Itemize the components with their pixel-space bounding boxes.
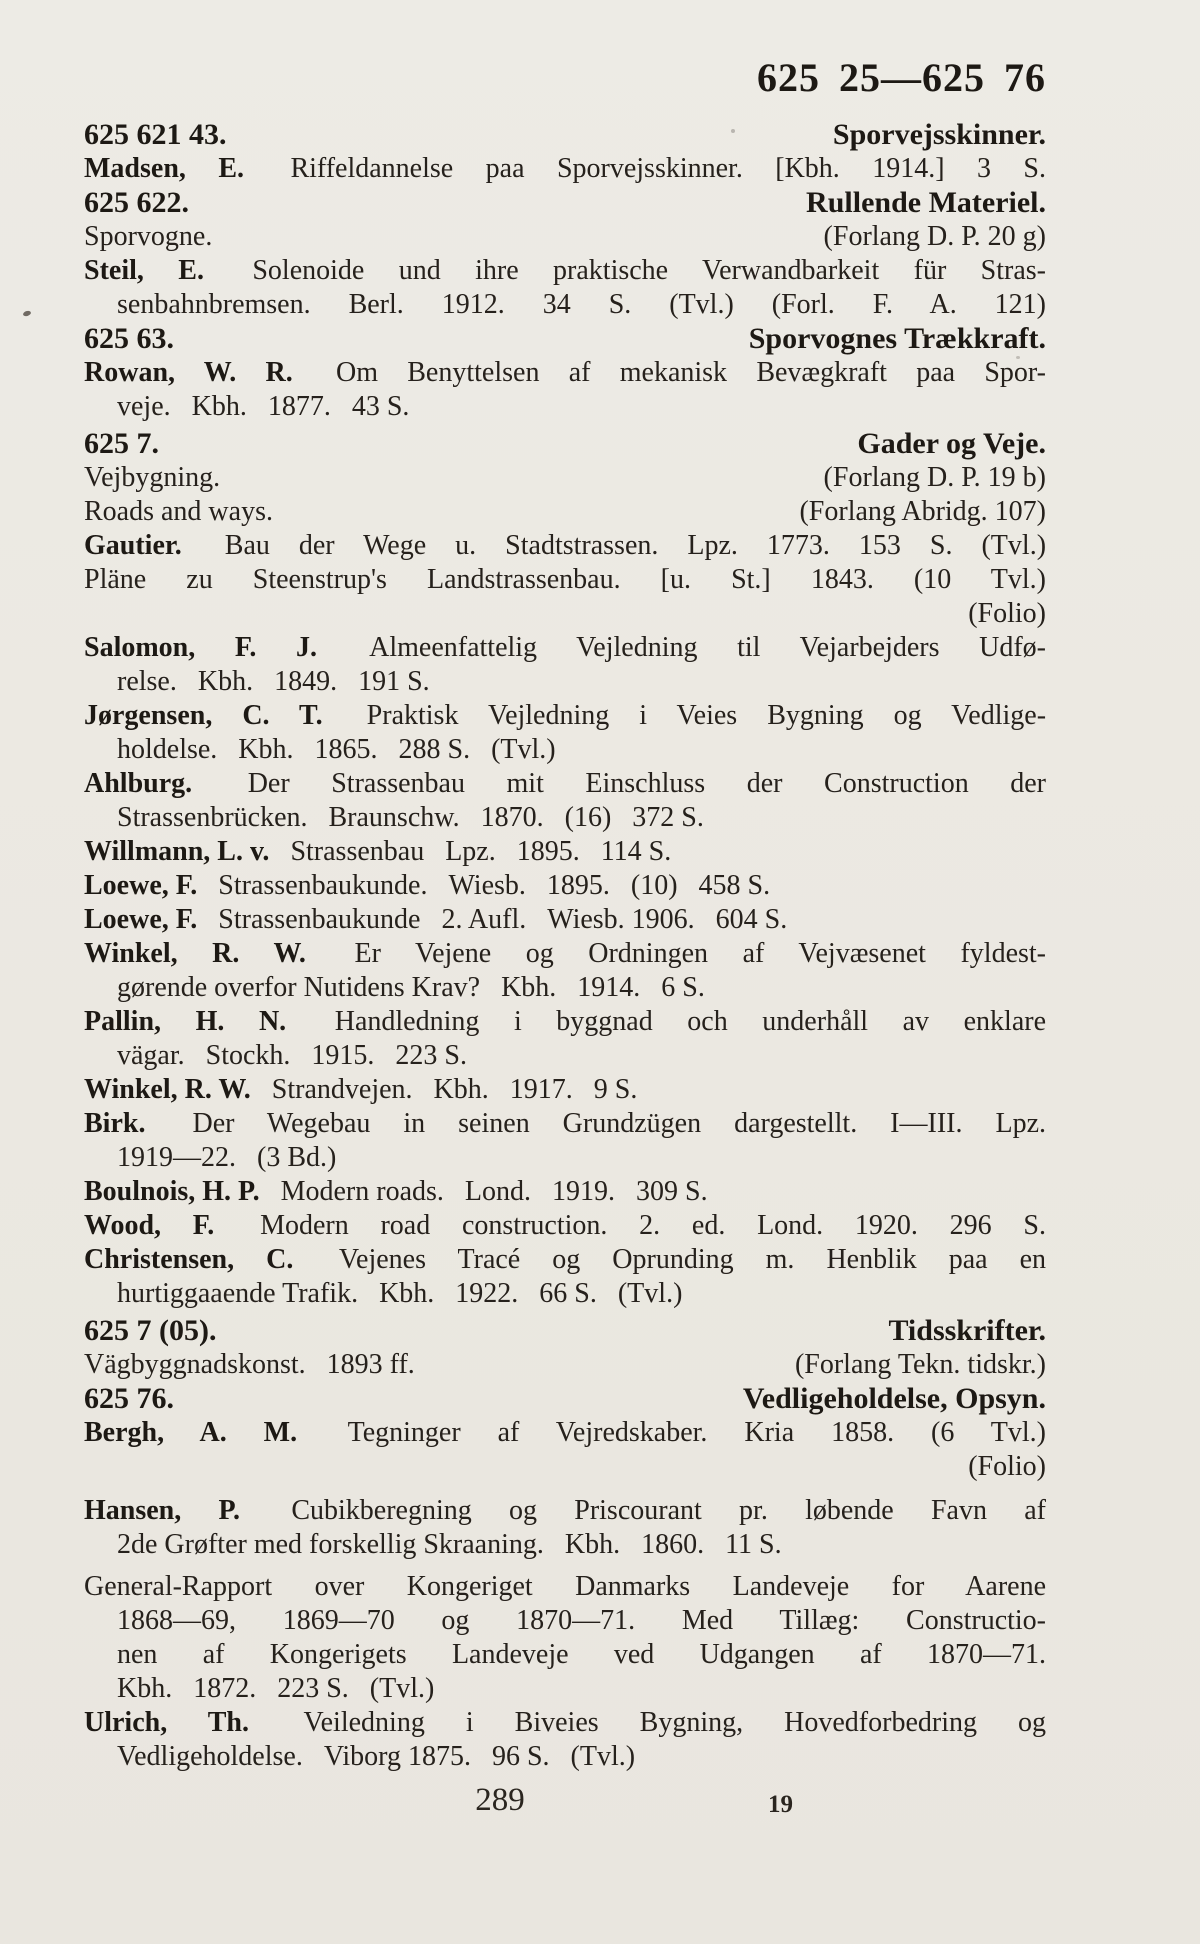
catalog-line [84,1416,1046,1450]
catalog-line [84,1528,1046,1562]
catalog-line [84,186,1046,220]
entry-text: relse. Kbh. 1849. 191 S. [117,666,430,697]
catalog-line [84,665,1046,699]
entry-text: nen af Kongerigets Landeveje ved Udgangen af 1870—71. [117,1639,1046,1670]
catalog-line [84,1277,1046,1311]
catalog-line [84,529,1046,563]
catalog-line [84,699,1046,733]
entry-right: Sporvejsskinner. [832,118,1046,151]
entry-right: Sporvognes Trækkraft. [748,322,1046,355]
entry-text: Modern road construction. 2. ed. Lond. 1920. 296 S. [260,1210,1047,1241]
entry-right: Gader og Veje. [857,427,1046,460]
entry-text: Kbh. 1872. 223 S. (Tvl.) [117,1673,435,1704]
catalog-line [84,322,1046,356]
entry-lead: 625 7 (05). [84,1314,217,1347]
catalog-line [84,1073,1046,1107]
entry-lead: 625 76. [84,1382,174,1415]
catalog-line [84,152,1046,186]
entry-text: Riffeldannelse paa Sporvejsskinner. [Kbh. 1914.] 3 S. [290,153,1046,184]
entry-text: Vägbyggnadskonst. 1893 ff. [84,1349,415,1380]
catalog-line [84,1141,1046,1175]
entry-text: 1868—69, 1869—70 og 1870—71. Med Tillæg: Constructio- [117,1605,1046,1636]
entry-text: Bau der Wege u. Stadtstrassen. Lpz. 1773. 153 S. (Tvl.) [224,530,1047,561]
entry-text: vägar. Stockh. 1915. 223 S. [117,1040,467,1071]
entry-text: Handledning i byggnad och underhåll av enklare [334,1006,1047,1037]
entry-text: Almeenfattelig Vejledning til Vejarbejders Udfø- [369,632,1046,663]
entry-lead: Willmann, L. v. [84,836,270,867]
catalog-line [84,1314,1046,1348]
entry-lead: 625 7. [84,427,159,460]
catalog-line [84,118,1046,152]
paper-speck [731,129,735,133]
paper-speck [1016,356,1020,359]
entry-lead: Christensen, C. [84,1244,294,1275]
entry-text: Strandvejen. Kbh. 1917. 9 S. [271,1074,638,1105]
entry-text: Tegninger af Vejredskaber. Kria 1858. (6 Tvl.) [347,1417,1046,1448]
entry-text: holdelse. Kbh. 1865. 288 S. (Tvl.) [117,734,556,765]
entry-lead: Loewe, F. [84,870,198,901]
page-number: 289 [475,1782,525,1818]
entry-lead: 625 621 43. [84,118,227,151]
catalog-line [84,1039,1046,1073]
catalog-line [84,597,1046,631]
catalog-line [84,1570,1046,1604]
catalog-line [84,254,1046,288]
catalog-line [84,1494,1046,1528]
entry-right: Tidsskrifter. [888,1314,1046,1347]
entry-text: General-Rapport over Kongeriget Danmarks Landeveje for Aarene [84,1571,1046,1602]
catalog-line [84,835,1046,869]
catalog-line [84,220,1046,254]
entry-lead: Boulnois, H. P. [84,1176,260,1207]
entry-lead: Gautier. [84,530,182,561]
entry-text: veje. Kbh. 1877. 43 S. [117,391,410,422]
catalog-line [84,1604,1046,1638]
entry-text: Strassenbrücken. Braunschw. 1870. (16) 372 S. [117,802,704,833]
entry-text: Vejbygning. [84,462,221,493]
catalog-line [84,903,1046,937]
entry-lead: Loewe, F. [84,904,198,935]
entry-lead: 625 622. [84,186,189,219]
catalog-line [84,1209,1046,1243]
entry-text: hurtiggaaende Trafik. Kbh. 1922. 66 S. (Tvl.) [117,1278,683,1309]
entry-text: Modern roads. Lond. 1919. 309 S. [280,1176,708,1207]
catalog-line [84,801,1046,835]
entry-text: Der Strassenbau mit Einschluss der Construction der [247,768,1046,799]
entry-text: Veiledning i Biveies Bygning, Hovedforbedring og [303,1707,1047,1738]
entry-text: Solenoide und ihre praktische Verwandbarkeit für Stras- [252,255,1046,286]
entry-lead: Steil, E. [84,255,204,286]
entry-text: Vejenes Tracé og Oprunding m. Henblik paa en [338,1244,1047,1275]
catalog-line [84,1382,1046,1416]
entry-lead: Bergh, A. M. [84,1417,298,1448]
catalog-line [84,461,1046,495]
entry-text: Er Vejene og Ordningen af Vejvæsenet fyldest- [354,938,1046,969]
catalog-line [84,1450,1046,1484]
catalog-line [84,1348,1046,1382]
paper-speck [22,310,31,317]
sheet-number: 19 [768,1791,793,1818]
entry-right: Vedligeholdelse, Opsyn. [742,1382,1046,1415]
entry-text: Pläne zu Steenstrup's Landstrassenbau. [u. St.] 1843. (10 Tvl.) [84,564,1046,595]
page-body [84,118,1046,1774]
catalog-line [84,1175,1046,1209]
catalog-line [84,1706,1046,1740]
running-header-classmark-range: 625 25—625 76 [757,55,1046,100]
entry-text: Sporvogne. [84,221,213,252]
catalog-line [84,427,1046,461]
entry-text: gørende overfor Nutidens Krav? Kbh. 1914. 6 S. [117,972,705,1003]
entry-lead: Birk. [84,1108,146,1139]
catalog-line [84,971,1046,1005]
catalog-line [84,288,1046,322]
catalog-line [84,767,1046,801]
catalog-line [84,631,1046,665]
entry-text: Cubikberegning og Priscourant pr. løbende Favn af [291,1495,1046,1526]
catalog-line [84,563,1046,597]
catalog-line [84,1638,1046,1672]
entry-lead: Winkel, R. W. [84,938,306,969]
entry-lead: Winkel, R. W. [84,1074,251,1105]
entry-text: 2de Grøfter med forskellig Skraaning. Kbh. 1860. 11 S. [117,1529,782,1560]
entry-right: (Forlang Abridg. 107) [799,496,1046,527]
entry-lead: Ulrich, Th. [84,1707,249,1738]
entry-lead: Hansen, P. [84,1495,241,1526]
entry-text: 1919—22. (3 Bd.) [117,1142,337,1173]
entry-text: Der Wegebau in seinen Grundzügen dargestellt. I—III. Lpz. [192,1108,1047,1139]
entry-right: (Forlang Tekn. tidskr.) [794,1349,1046,1380]
catalog-line [84,495,1046,529]
entry-text: (Folio) [968,598,1046,629]
entry-text: Strassenbaukunde 2. Aufl. Wiesb. 1906. 604 S. [218,904,788,935]
catalog-line [84,1672,1046,1706]
entry-text: Vedligeholdelse. Viborg 1875. 96 S. (Tvl.) [117,1741,636,1772]
entry-lead: Jørgensen, C. T. [84,700,323,731]
catalog-line [84,390,1046,424]
entry-lead: Salomon, F. J. [84,632,318,663]
entry-text: senbahnbremsen. Berl. 1912. 34 S. (Tvl.) (Forl. F. A. 121) [117,289,1046,320]
entry-text: Praktisk Vejledning i Veies Bygning og Vedlige- [366,700,1047,731]
entry-lead: Pallin, H. N. [84,1006,287,1037]
catalog-line [84,1005,1046,1039]
entry-text: Om Benyttelsen af mekanisk Bevægkraft paa Spor- [335,357,1047,388]
entry-text: Roads and ways. [84,496,273,527]
entry-text: Strassenbau Lpz. 1895. 114 S. [290,836,672,867]
entry-lead: Ahlburg. [84,768,193,799]
entry-lead: 625 63. [84,322,174,355]
entry-right: (Forlang D. P. 19 b) [823,462,1046,493]
entry-text: Strassenbaukunde. Wiesb. 1895. (10) 458 S. [218,870,771,901]
catalog-line [84,1740,1046,1774]
catalog-line [84,1243,1046,1277]
catalog-line [84,356,1046,390]
catalog-line [84,869,1046,903]
entry-right: Rullende Materiel. [806,186,1046,219]
entry-lead: Rowan, W. R. [84,357,293,388]
entry-right: (Forlang D. P. 20 g) [823,221,1046,252]
catalog-line [84,1107,1046,1141]
entry-lead: Wood, F. [84,1210,215,1241]
entry-lead: Madsen, E. [84,153,245,184]
catalog-line [84,937,1046,971]
entry-text: (Folio) [968,1451,1046,1482]
catalog-line [84,733,1046,767]
